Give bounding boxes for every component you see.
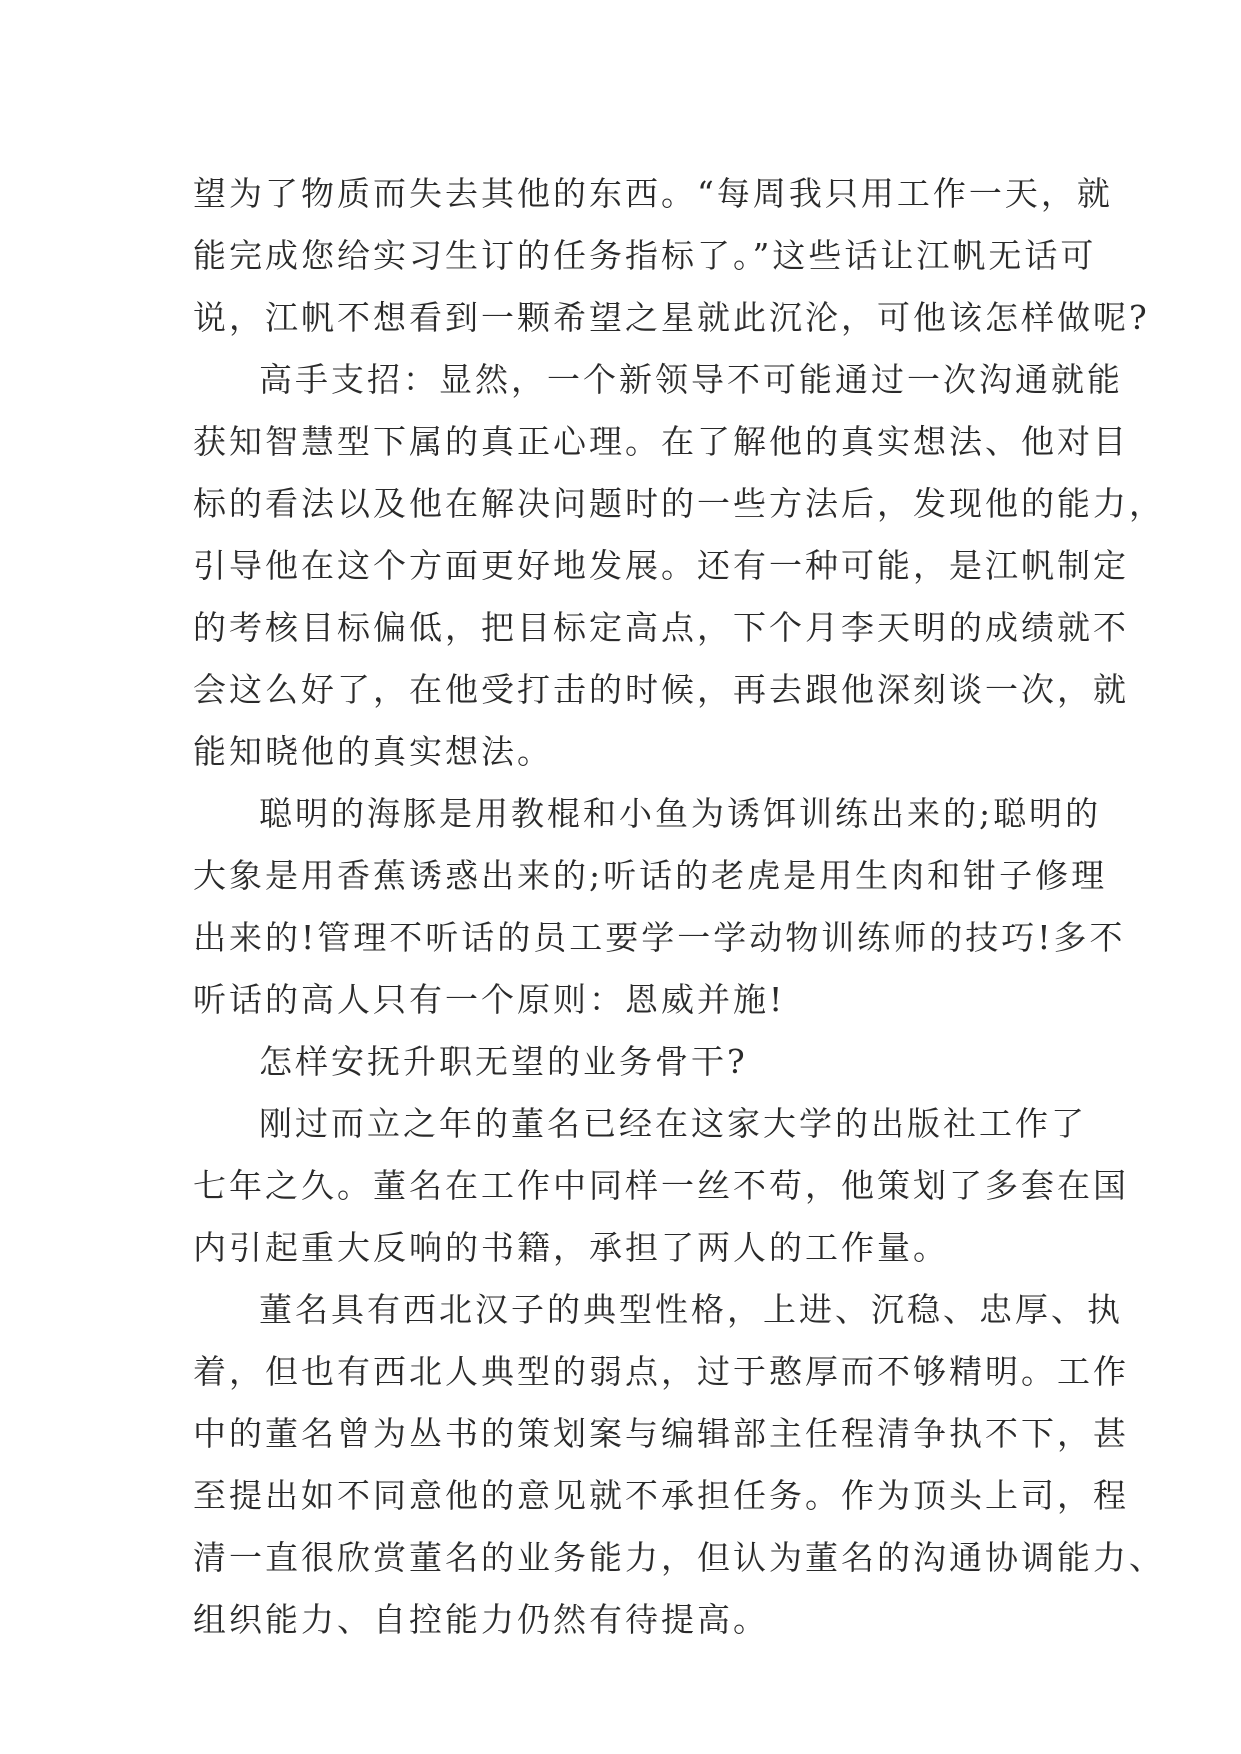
document-body-text bbox=[193, 163, 1165, 1651]
text-line-paragraph-start: 高手支招：显然，一个新领导不可能通过一次沟通就能 bbox=[259, 360, 1123, 399]
text-line: 的考核目标偏低，把目标定高点，下个月李天明的成绩就不 bbox=[193, 608, 1129, 647]
text-line: 听话的高人只有一个原则：恩威并施! bbox=[193, 980, 786, 1019]
text-line: 内引起重大反响的书籍，承担了两人的工作量。 bbox=[193, 1228, 949, 1267]
text-line: 七年之久。董名在工作中同样一丝不苟，他策划了多套在国 bbox=[193, 1166, 1129, 1205]
text-line: 着，但也有西北人典型的弱点，过于憨厚而不够精明。工作 bbox=[193, 1352, 1129, 1391]
text-line: 组织能力、自控能力仍然有待提高。 bbox=[193, 1600, 769, 1639]
text-line-paragraph-start: 聪明的海豚是用教棍和小鱼为诱饵训练出来的;聪明的 bbox=[259, 794, 1102, 833]
text-line: 说，江帆不想看到一颗希望之星就此沉沦，可他该怎样做呢? bbox=[193, 298, 1150, 337]
text-line: 出来的!管理不听话的员工要学一学动物训练师的技巧!多不 bbox=[193, 918, 1126, 957]
text-line: 获知智慧型下属的真正心理。在了解他的真实想法、他对目 bbox=[193, 422, 1129, 461]
text-line: 清一直很欣赏董名的业务能力，但认为董名的沟通协调能力、 bbox=[193, 1538, 1165, 1577]
text-line: 望为了物质而失去其他的东西。“每周我只用工作一天，就 bbox=[193, 174, 1113, 213]
text-line: 会这么好了，在他受打击的时候，再去跟他深刻谈一次，就 bbox=[193, 670, 1129, 709]
text-line: 大象是用香蕉诱惑出来的;听话的老虎是用生肉和钳子修理 bbox=[193, 856, 1108, 895]
text-line: 能完成您给实习生订的任务指标了。”这些话让江帆无话可 bbox=[193, 236, 1097, 275]
text-line-paragraph-start: 董名具有西北汉子的典型性格，上进、沉稳、忠厚、执 bbox=[259, 1290, 1123, 1329]
text-line: 中的董名曾为丛书的策划案与编辑部主任程清争执不下，甚 bbox=[193, 1414, 1129, 1453]
text-line: 至提出如不同意他的意见就不承担任务。作为顶头上司，程 bbox=[193, 1476, 1129, 1515]
text-line: 标的看法以及他在解决问题时的一些方法后，发现他的能力， bbox=[193, 484, 1165, 523]
text-line: 引导他在这个方面更好地发展。还有一种可能，是江帆制定 bbox=[193, 546, 1129, 585]
text-line-paragraph-start: 刚过而立之年的董名已经在这家大学的出版社工作了 bbox=[259, 1104, 1087, 1143]
section-heading: 怎样安抚升职无望的业务骨干? bbox=[259, 1042, 748, 1081]
text-line: 能知晓他的真实想法。 bbox=[193, 732, 553, 771]
